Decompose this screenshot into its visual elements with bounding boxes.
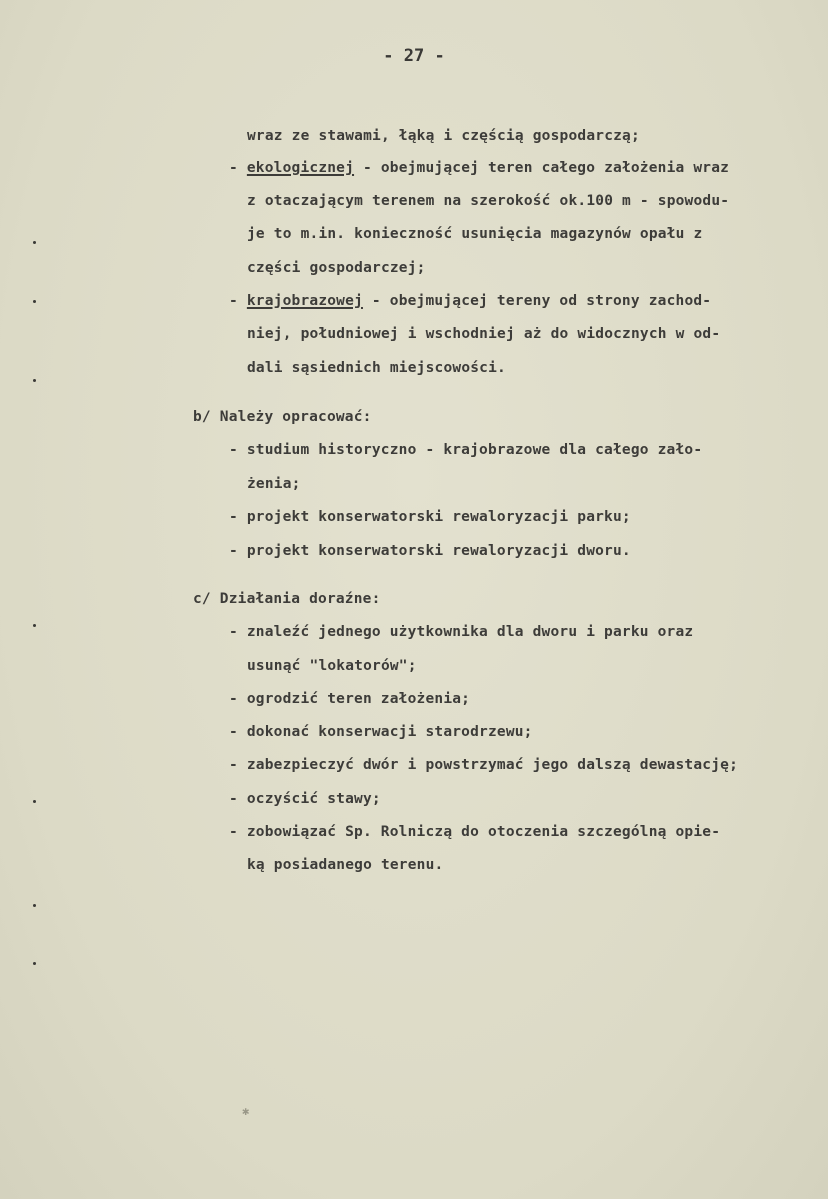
margin-dot xyxy=(33,800,36,803)
margin-dot xyxy=(33,241,36,244)
text-line xyxy=(193,409,372,425)
text-span: - zobowiązać Sp. Rolniczą do otoczenia szczególną opie- xyxy=(229,824,721,840)
margin-dot xyxy=(33,962,36,965)
text-span: - dokonać konserwacji starodrzewu; xyxy=(229,724,533,740)
text-span: - xyxy=(229,293,247,309)
text-line xyxy=(229,293,711,309)
margin-dot xyxy=(33,379,36,382)
text-span: - studium historyczno - krajobrazowe dla całego zało- xyxy=(229,442,703,458)
text-line xyxy=(229,724,533,740)
paper-smudge: ✱ xyxy=(242,1104,250,1118)
text-span: - projekt konserwatorski rewaloryzacji parku; xyxy=(229,509,631,525)
text-span: z otaczającym terenem na szerokość ok.100 m - spowodu- xyxy=(247,193,730,209)
text-span: dali sąsiednich miejscowości. xyxy=(247,360,506,376)
text-span: ką posiadanego terenu. xyxy=(247,857,444,873)
text-span: - zabezpieczyć dwór i powstrzymać jego dalszą dewastację; xyxy=(229,757,738,773)
text-line xyxy=(229,624,693,640)
text-line xyxy=(229,509,631,525)
margin-dot xyxy=(33,300,36,303)
text-span: - znaleźć jednego użytkownika dla dworu i parku oraz xyxy=(229,624,694,640)
text-span: - obejmującej teren całego założenia wraz xyxy=(354,160,730,176)
text-span: - obejmującej tereny od strony zachod- xyxy=(362,293,712,309)
text-span: niej, południowej i wschodniej aż do widocznych w od- xyxy=(247,326,721,342)
underlined-term: krajobrazowej xyxy=(246,293,363,309)
text-span: je to m.in. konieczność usunięcia magazynów opału z xyxy=(247,226,703,242)
text-line xyxy=(247,193,729,209)
text-span: - oczyścić stawy; xyxy=(229,791,381,807)
text-line xyxy=(229,824,720,840)
text-line xyxy=(229,791,381,807)
text-line xyxy=(247,857,443,873)
text-span: b/ Należy opracować: xyxy=(193,409,372,425)
text-line xyxy=(193,591,381,607)
text-line xyxy=(247,260,426,276)
text-span: c/ Działania doraźne: xyxy=(193,591,381,607)
text-span: żenia; xyxy=(247,476,301,492)
text-span: wraz ze stawami, łąką i częścią gospodarczą; xyxy=(247,128,640,144)
text-line xyxy=(229,160,729,176)
margin-dot xyxy=(33,904,36,907)
text-line xyxy=(247,476,301,492)
text-line xyxy=(247,658,417,674)
text-line xyxy=(247,360,506,376)
text-span: usunąć "lokatorów"; xyxy=(247,658,417,674)
underlined-term: ekologicznej xyxy=(246,160,355,176)
margin-dot xyxy=(33,624,36,627)
text-line xyxy=(229,757,738,773)
text-span: - ogrodzić teren założenia; xyxy=(229,691,471,707)
page-number: - 27 - xyxy=(383,46,445,66)
text-line xyxy=(229,691,470,707)
text-span: - xyxy=(229,160,247,176)
text-line xyxy=(247,326,720,342)
text-line xyxy=(247,226,702,242)
text-line xyxy=(229,442,702,458)
text-span: części gospodarczej; xyxy=(247,260,426,276)
text-line xyxy=(229,543,631,559)
text-span: - projekt konserwatorski rewaloryzacji dworu. xyxy=(229,543,631,559)
text-line xyxy=(247,128,640,144)
